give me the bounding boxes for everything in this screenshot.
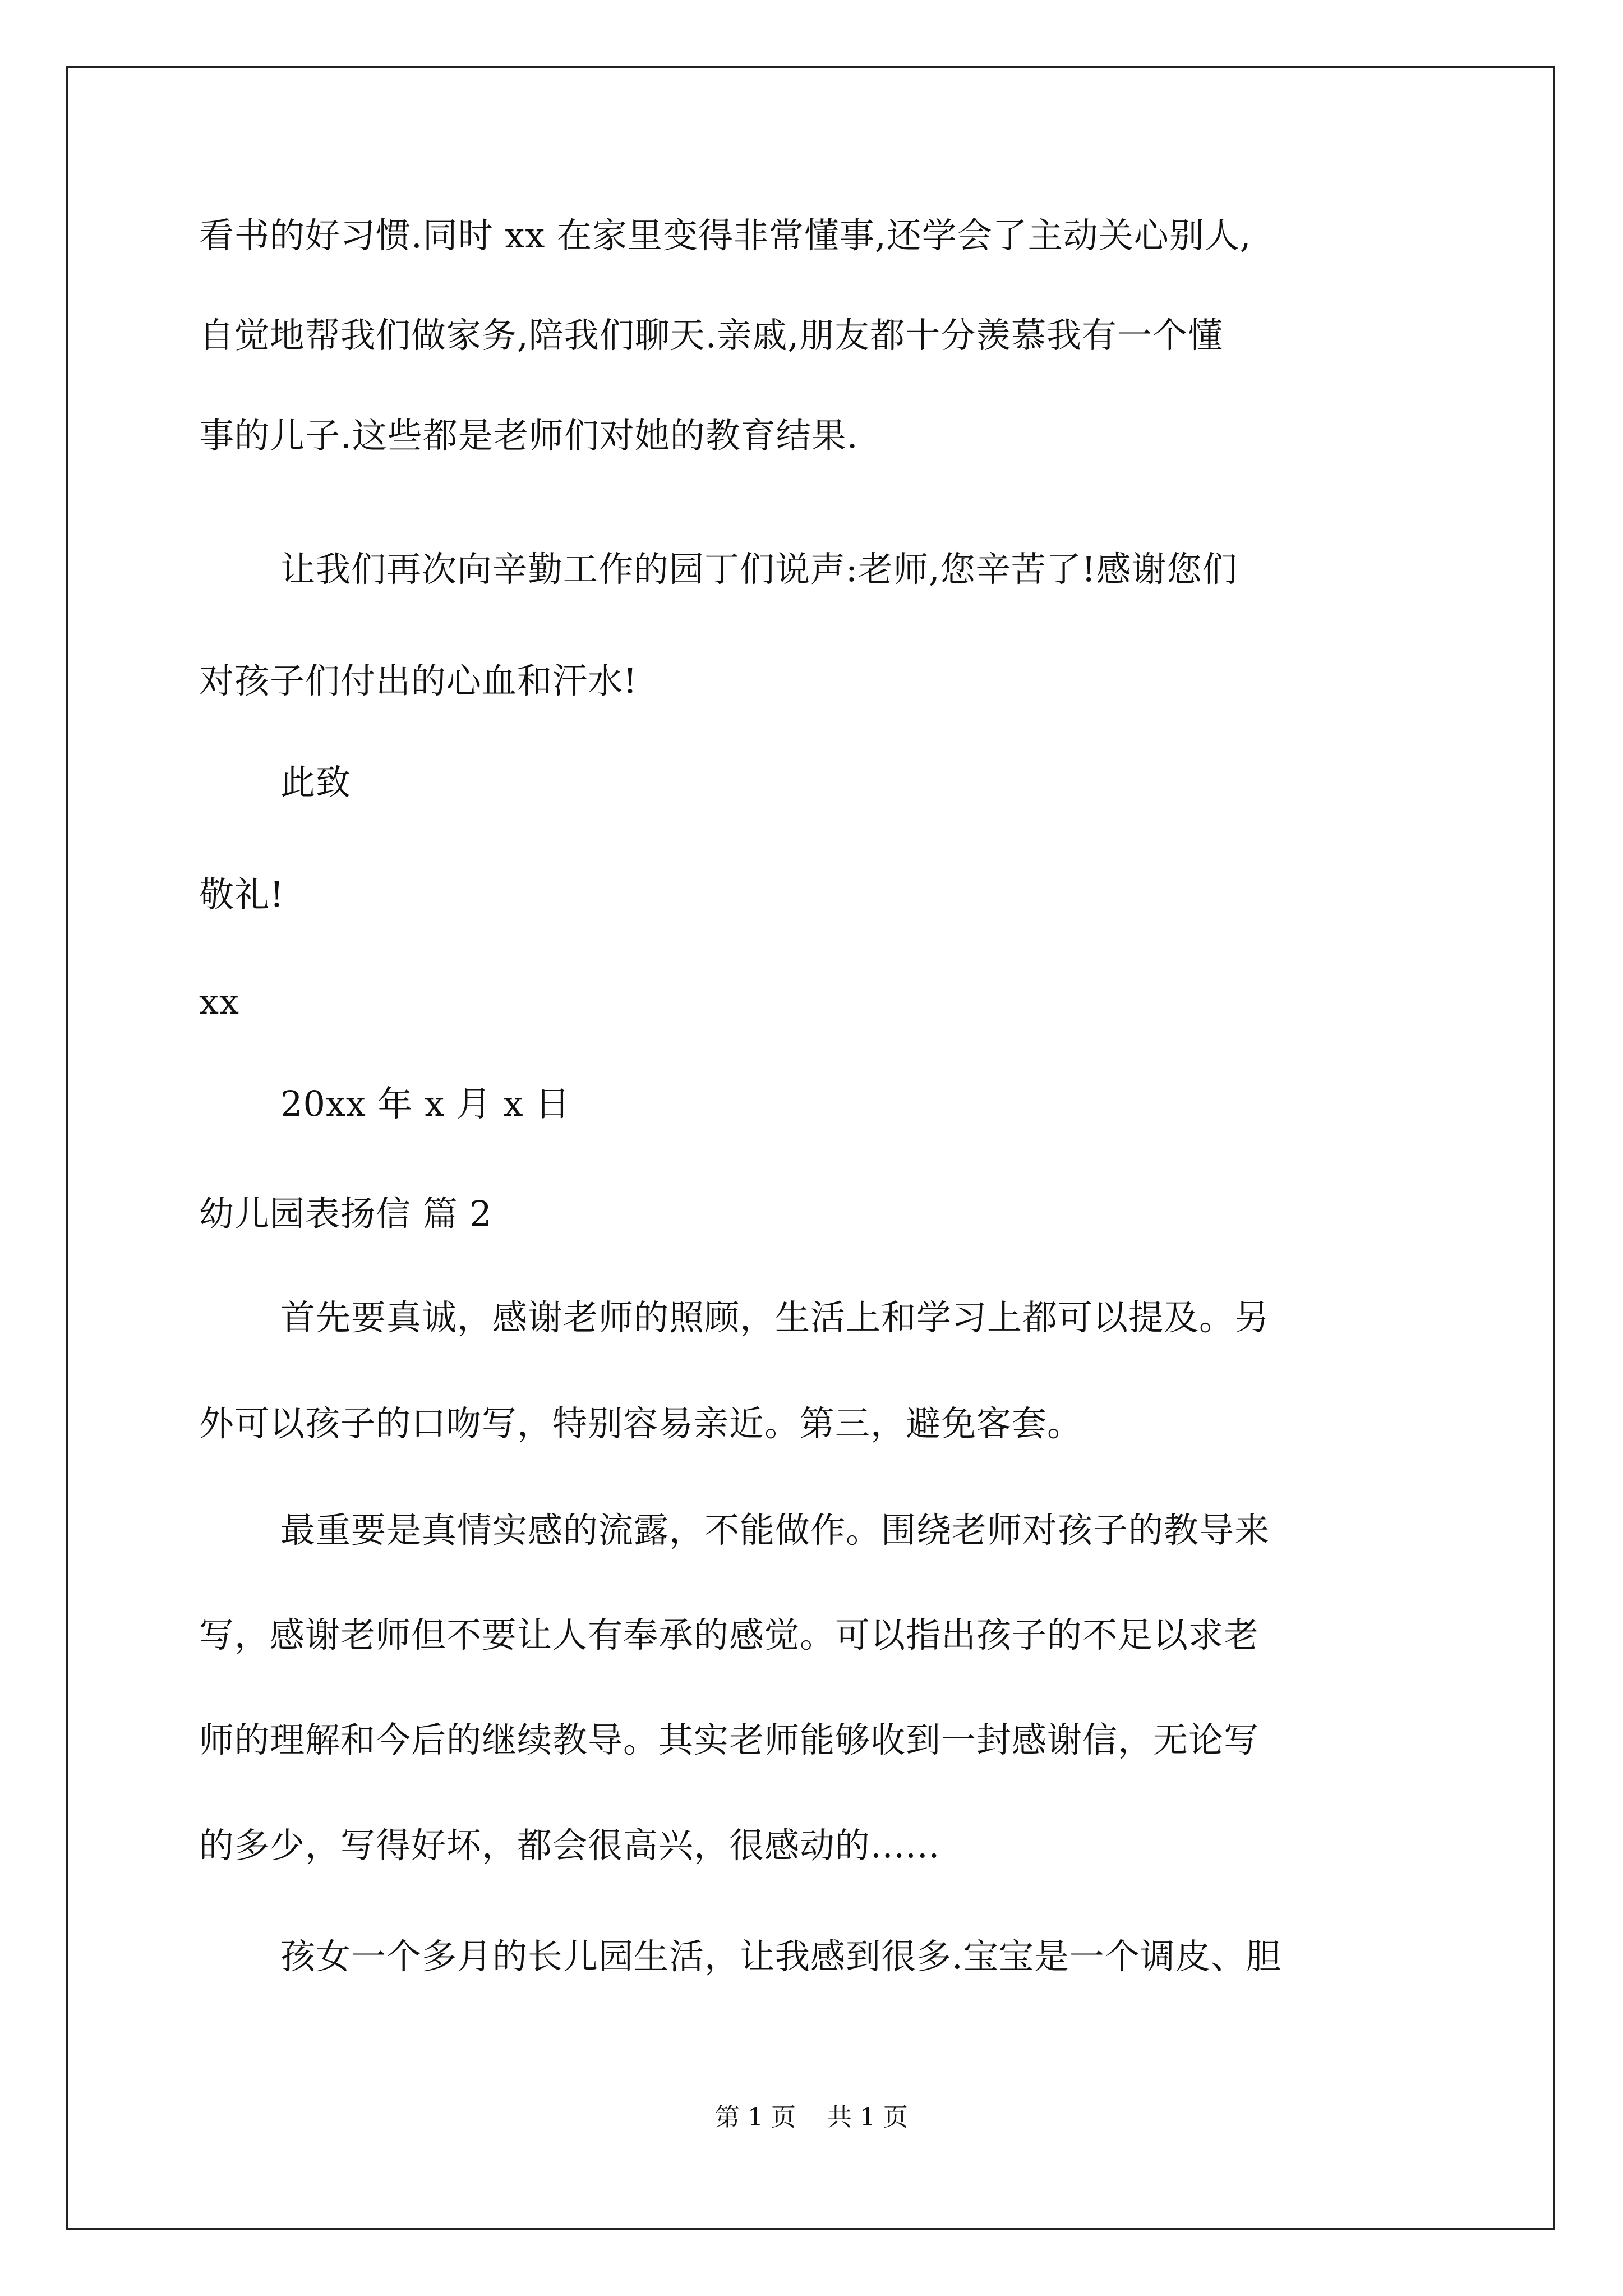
salutation-line: 此致	[280, 762, 352, 803]
signature-name: xx	[199, 981, 239, 1022]
paragraph-line: 孩女一个多月的长儿园生活，让我感到很多.宝宝是一个调皮、胆	[280, 1936, 1281, 1977]
paragraph-line: 写，感谢老师但不要让人有奉承的感觉。可以指出孩子的不足以求老	[199, 1614, 1260, 1655]
section-heading: 幼儿园表扬信 篇 2	[199, 1193, 492, 1234]
paragraph-line: 自觉地帮我们做家务,陪我们聊天.亲戚,朋友都十分羡慕我有一个懂	[199, 315, 1224, 356]
signature-date: 20xx 年 x 月 x 日	[280, 1083, 571, 1124]
paragraph-line: 对孩子们付出的心血和汗水!	[199, 660, 638, 701]
page-border	[66, 66, 1555, 2230]
paragraph-line: 看书的好习惯.同时 xx 在家里变得非常懂事,还学会了主动关心别人,	[199, 215, 1252, 256]
paragraph-line: 最重要是真情实感的流露，不能做作。围绕老师对孩子的教导来	[280, 1510, 1270, 1550]
paragraph-line: 让我们再次向辛勤工作的园丁们说声:老师,您辛苦了!感谢您们	[280, 549, 1238, 590]
salutation-line: 敬礼!	[199, 874, 284, 915]
paragraph-line: 事的儿子.这些都是老师们对她的教育结果.	[199, 415, 859, 456]
paragraph-line: 首先要真诚，感谢老师的照顾，生活上和学习上都可以提及。另	[280, 1297, 1270, 1338]
page-number-footer: 第 1 页 共 1 页	[715, 2103, 908, 2132]
paragraph-line: 师的理解和今后的继续教导。其实老师能够收到一封感谢信，无论写	[199, 1719, 1260, 1760]
paragraph-line: 外可以孩子的口吻写，特别容易亲近。第三，避免客套。	[199, 1403, 1083, 1444]
paragraph-line: 的多少，写得好坏，都会很高兴，很感动的......	[199, 1825, 940, 1866]
